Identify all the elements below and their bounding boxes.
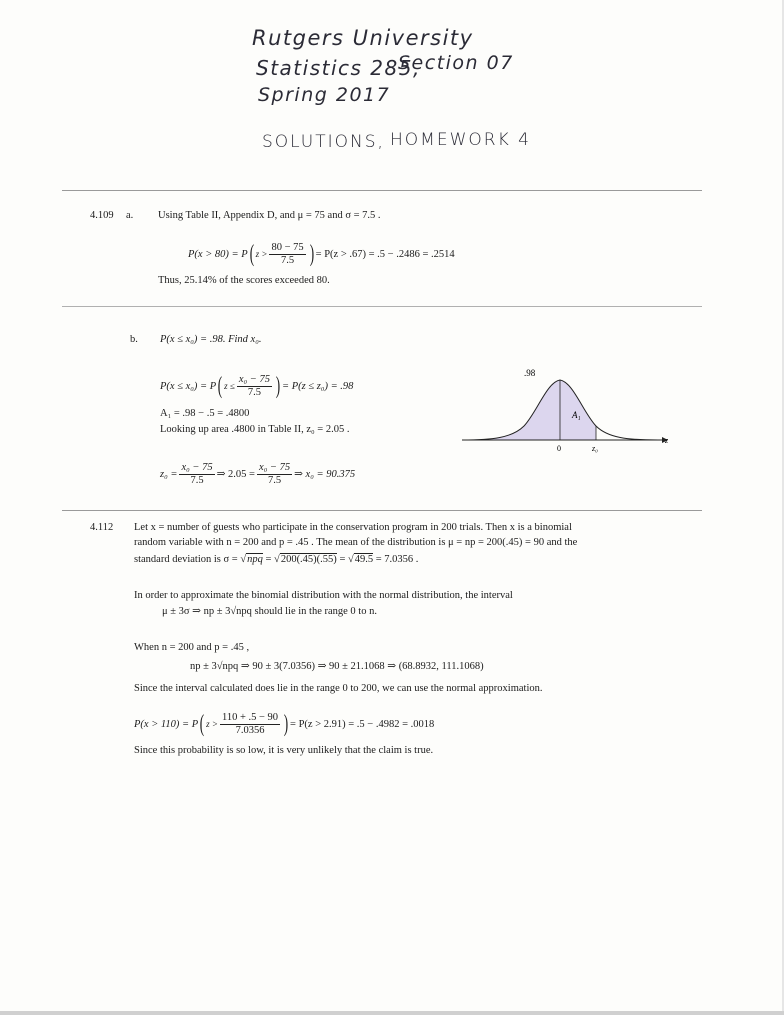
divider-a-b [62, 306, 702, 307]
part-a-label: a. [126, 210, 134, 221]
part-b-area: A₁ = .98 − .5 = .4800 [160, 408, 250, 419]
part-a-equation: P(x > 80) = P ( z > $\frac{80 - 75}{7.5}$ ) = P(z > .67) = .5 − .2486 = .2514 [188, 241, 455, 267]
part-b-lookup: Looking up area .4800 in Table II, z₀ = 2.05 . [160, 424, 350, 435]
header-section: Section 07 [398, 52, 514, 74]
fig-axis-label: z [665, 436, 669, 445]
p4112-line3: standard deviation is σ = √npq = √200(.45)(.55) = √49.5 = 7.0356 . [134, 554, 419, 565]
p4112-line1: Let x = number of guests who participate in the conservation program in 200 trials. Then x is a binomial [134, 522, 572, 533]
fig-area-label: A₁ [572, 410, 581, 420]
p4112-equation: P(x > 110) = P ( z > $\frac{110 + .5 - 90}{7.0356}$ ) = P(z > 2.91) = .5 − .4982 = .0018 [134, 711, 435, 737]
problem-number-4109: 4.109 [90, 210, 114, 221]
fig-z0-label: z₀ [592, 444, 598, 453]
part-b-equation: P(x ≤ x₀) = P ( z ≤ $\frac{\text{x₀ − 75}}{7.5}$ ) = P(z ≤ z₀) = .98 [160, 373, 354, 399]
part-b-label: b. [130, 334, 138, 345]
normal-curve-figure [462, 366, 672, 458]
part-a-intro: Using Table II, Appendix D, and μ = 75 and σ = 7.5 . [158, 210, 381, 221]
header-homework: HOMEWORK 4 [390, 130, 531, 150]
header-university: Rutgers University [252, 26, 474, 50]
p4112-line7: np ± 3√npq ⇒ 90 ± 3(7.0356) ⇒ 90 ± 21.1068 ⇒ (68.8932, 111.1068) [190, 661, 484, 672]
problem-number-4112: 4.112 [90, 522, 114, 533]
header-solutions: SOLUTIONS, [262, 132, 385, 152]
p4112-line8: Since the interval calculated does lie in the range 0 to 200, we can use the normal approximation. [134, 683, 543, 694]
divider-4109-4112 [62, 510, 702, 511]
part-a-conclusion: Thus, 25.14% of the scores exceeded 80. [158, 275, 330, 286]
fig-zero-label: 0 [557, 444, 561, 453]
header-course: Statistics 285, [256, 56, 421, 80]
part-b-z0-equation: z₀ = $\frac{\text{x₀ − 75}}{7.5}$ ⇒ 2.05 = $\frac{\text{x₀ − 75}}{7.5}$ ⇒ x₀ = 90.375 [160, 461, 356, 486]
p4112-line6: When n = 200 and p = .45 , [134, 642, 250, 653]
divider-top [62, 190, 702, 191]
fig-prob-label: .98 [524, 368, 536, 378]
scan-bottom-edge [0, 1011, 784, 1015]
p4112-line2: random variable with n = 200 and p = .45 . The mean of the distribution is μ = np = 200(.45) = 90 and the [134, 537, 578, 548]
p4112-line9: Since this probability is so low, it is very unlikely that the claim is true. [134, 745, 434, 756]
p4112-line5: μ ± 3σ ⇒ np ± 3√npq should lie in the range 0 to n. [162, 606, 377, 617]
part-b-prompt: P(x ≤ x₀) = .98. Find x₀. [160, 334, 262, 345]
header-term: Spring 2017 [258, 84, 391, 106]
p4112-line4: In order to approximate the binomial distribution with the normal distribution, the interval [134, 590, 513, 601]
